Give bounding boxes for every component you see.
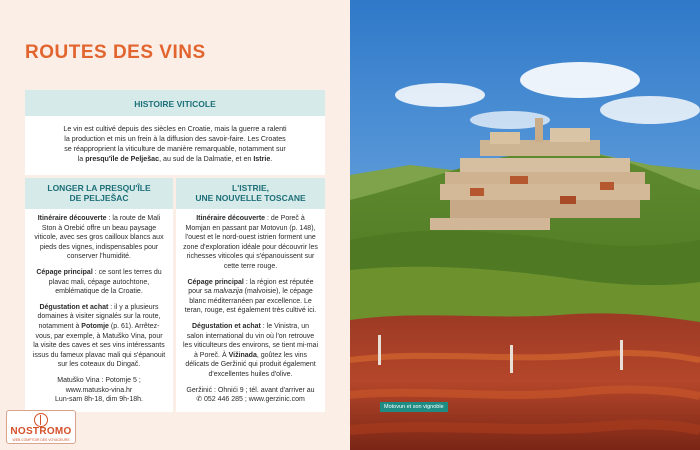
peljesac-heading: LONGER LA PRESQU'ÎLE DE PELJEŠAC xyxy=(25,178,173,209)
istria-box xyxy=(176,178,325,412)
peljesac-box xyxy=(25,178,173,412)
istria-itinerary: Itinéraire découverte : de Poreč à Momjan en passant par Motovun (p. 148), l'ouest et le nord-ouest istrien forment une zone d'exploration idéale pour découvrir les richesses viticoles qui s'épanouissent sur cette terre rouge. xyxy=(183,215,318,270)
logo-subtitle: WEB COMPTOIR DES VOYAGEURS xyxy=(12,438,70,442)
istria-tasting: Dégustation et achat : le Vinistra, un salon international du vin où l'on retrouve les viticulteurs des environs, se tient mi-mai à Poreč. À Vižinada, goûtez les vins délicats de Geržinić qui produit également d'excellentes huiles d'olive. xyxy=(183,322,318,378)
compass-icon xyxy=(34,413,48,427)
history-box xyxy=(25,90,325,175)
istria-text xyxy=(176,209,325,405)
peljesac-text xyxy=(25,209,173,405)
istria-address: Geržinić : Ohnići 9 ; tél. avant d'arriver au ✆ 052 446 285 ; www.gerzinic.com xyxy=(186,386,315,404)
photo-caption: Motovun et son vignoble xyxy=(380,402,448,412)
history-heading: HISTOIRE VITICOLE xyxy=(25,90,325,116)
history-line: la presqu'île de Pelješac, au sud de la Dalmatie, et en Istrie. xyxy=(77,155,273,163)
page-title: ROUTES DES VINS xyxy=(25,42,206,63)
photo-illustration xyxy=(350,0,700,450)
peljesac-tasting: Dégustation et achat : il y a plusieurs domaines à visiter signalés sur la route, notamment à Potomje (p. 61). Arrêtez-vous, par exemple, à Matuško Vina, pour la visite des caves et ses vins intéressants issus du fameux plavac mali qui s'épanouit sur les coteaux du Dingač. xyxy=(32,303,166,369)
motovun-photo xyxy=(350,0,700,450)
logo-name: NOSTROMO xyxy=(10,426,72,437)
peljesac-grape: Cépage principal : ce sont les terres du plavac mali, cépage autochtone, emblématique de la Croatie. xyxy=(36,268,162,296)
peljesac-address: Matuško Vina : Potomje 5 ; www.matusko-vina.hr Lun-sam 8h-18, dim 9h-18h. xyxy=(55,376,143,404)
history-line: Le vin est cultivé depuis des siècles en Croatie, mais la guerre a ralenti xyxy=(63,125,287,133)
history-text xyxy=(25,116,325,164)
nostromo-logo[interactable] xyxy=(6,410,76,444)
istria-grape: Cépage principal : la région est réputée pour sa malvazija (malvoisie), le cépage blanc méditerranéen par excellence. Le teran, rouge, est également très cultivé ici. xyxy=(184,278,317,315)
history-line: se réapproprient la viticulture de manière remarquable, notamment sur xyxy=(64,145,286,153)
peljesac-itinerary: Itinéraire découverte : la route de Mali Ston à Orebić offre un beau paysage viticole, avec ses gros cailloux blancs aux pieds des vignes, indispensables pour conserver l'humidité. xyxy=(34,215,164,261)
history-line: la production et mis un frein à la diffusion des savoir-faire. Les Croates xyxy=(64,135,286,143)
istria-heading: L'ISTRIE, UNE NOUVELLE TOSCANE xyxy=(176,178,325,209)
